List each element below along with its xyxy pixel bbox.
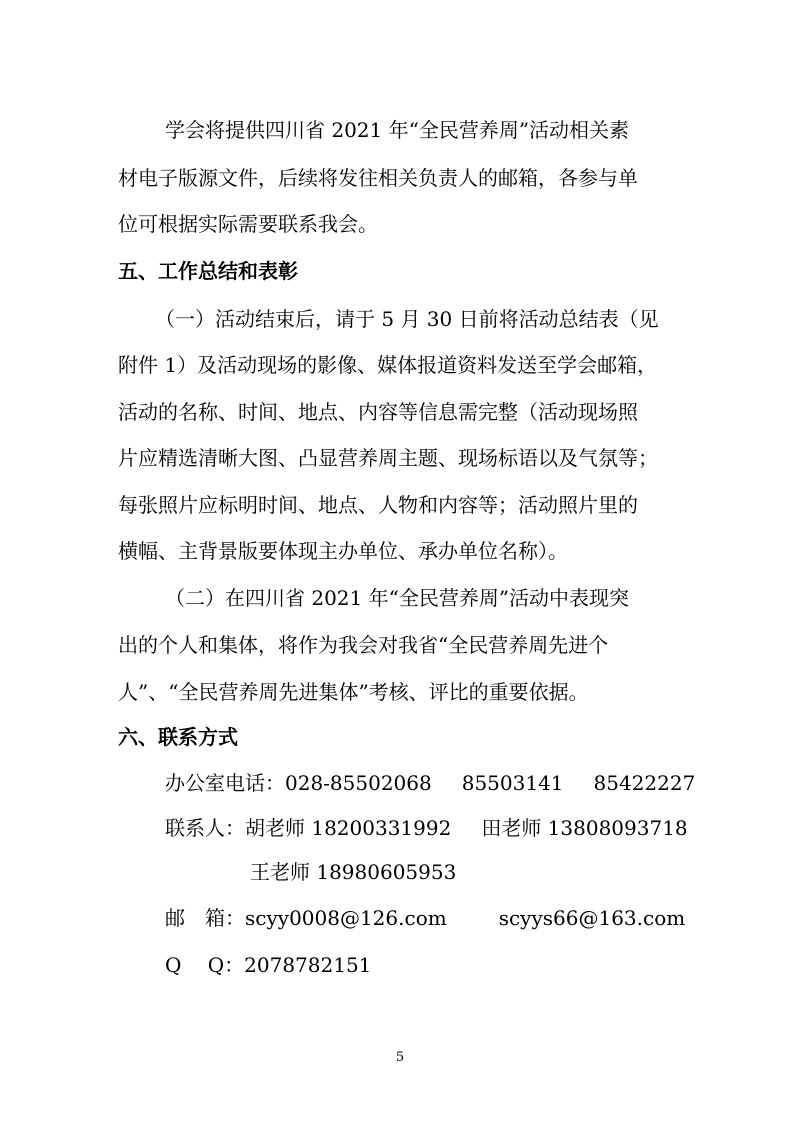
email-address: scyys66@163.com — [498, 906, 686, 930]
contact-label: 联系人： — [165, 816, 245, 840]
paragraph-line: 位可根据实际需要联系我会。 — [118, 212, 378, 236]
paragraph-line: 人”、“全民营养周先进集体”考核、评比的重要依据。 — [118, 680, 589, 704]
qq-label: Q Q： — [165, 953, 245, 977]
phone-row — [165, 771, 695, 795]
phone-number: 028-85502068 — [285, 771, 432, 795]
qq-row — [165, 953, 371, 977]
paragraph-line: （二）在四川省 2021 年“全民营养周”活动中表现突 — [165, 586, 630, 610]
section-heading: 五、工作总结和表彰 — [118, 259, 298, 283]
paragraph-line: 材电子版源文件，后续将发往相关负责人的邮箱，各参与单 — [118, 166, 638, 190]
phone-label: 办公室电话： — [165, 771, 285, 795]
paragraph-line: 学会将提供四川省 2021 年“全民营养周”活动相关素 — [165, 118, 630, 142]
paragraph-line: 附件 1）及活动现场的影像、媒体报道资料发送至学会邮箱， — [118, 353, 658, 377]
paragraph-line: （一）活动结束后，请于 5 月 30 日前将活动总结表（见 — [155, 307, 659, 331]
paragraph-line: 活动的名称、时间、地点、内容等信息需完整（活动现场照 — [118, 400, 638, 424]
contact-person: 田老师 13808093718 — [481, 816, 688, 840]
email-address: scyy0008@126.com — [245, 906, 447, 930]
page-number: 5 — [395, 1050, 405, 1065]
contact-person: 胡老师 18200331992 — [245, 816, 452, 840]
phone-number: 85422227 — [593, 771, 696, 795]
paragraph-line: 每张照片应标明时间、地点、人物和内容等；活动照片里的 — [118, 493, 638, 517]
phone-number: 85503141 — [461, 771, 564, 795]
paragraph-line: 横幅、主背景版要体现主办单位、承办单位名称）。 — [118, 539, 568, 563]
email-label: 邮 箱： — [165, 906, 245, 930]
paragraph-line: 片应精选清晰大图、凸显营养周主题、现场标语以及气氛等； — [118, 446, 658, 470]
paragraph-line: 出的个人和集体，将作为我会对我省“全民营养周先进个 — [118, 633, 609, 657]
contact-row — [165, 816, 688, 840]
qq-number: 2078782151 — [244, 953, 372, 977]
email-row — [165, 906, 685, 930]
contact-person: 王老师 18980605953 — [250, 860, 457, 884]
section-heading: 六、联系方式 — [118, 725, 238, 749]
